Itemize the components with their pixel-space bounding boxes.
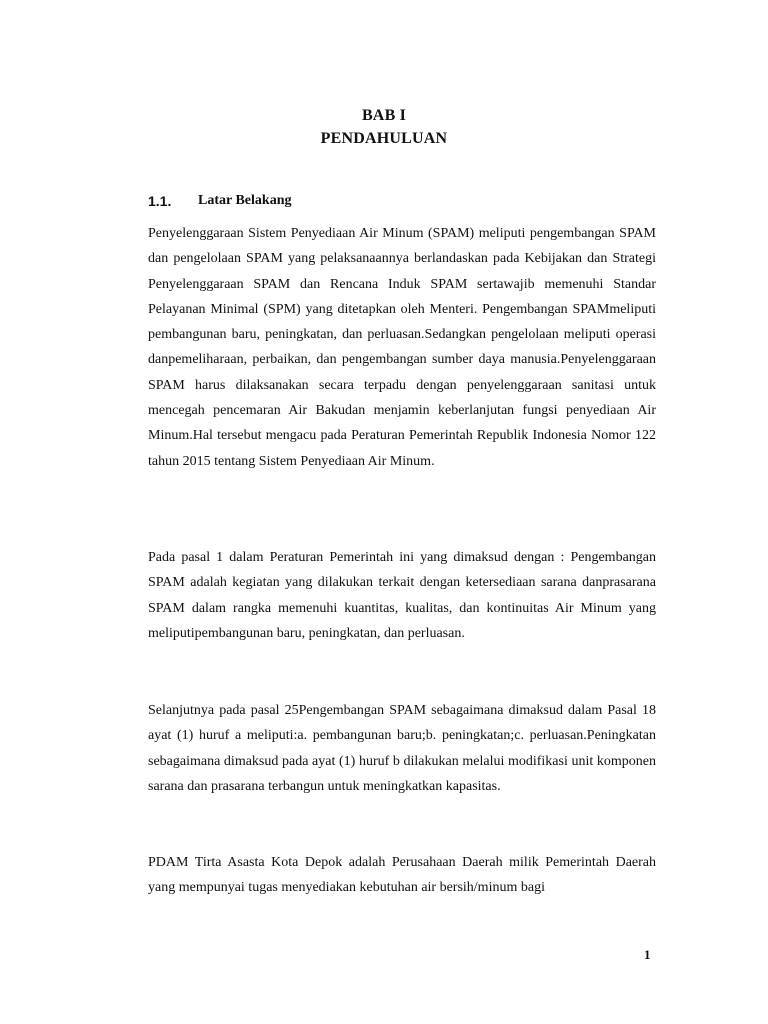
paragraph-4: PDAM Tirta Asasta Kota Depok adalah Perusahaan Daerah milik Pemerintah Daerah yang mempunyai tugas menyediakan kebutuhan air bersih/minum bagi (148, 855, 656, 896)
paragraph-1: Penyelenggaraan Sistem Penyediaan Air Minum (SPAM) meliputi pengembangan SPAM dan pengelolaan SPAM yang pelaksanaannya berlandaskan pada Kebijakan dan Strategi Penyelenggaraan SPAM dan Rencana Induk SPAM sertawajib memenuhi Standar Pelayanan Minimal (SPM) yang ditetapkan oleh Menteri. Pengembangan SPAMmeliputi pembangunan baru, peningkatan, dan perluasan.Sedangkan pengelolaan meliputi operasi danpemeliharaan, perbaikan, dan pengembangan sumber daya manusia.Penyelenggaraan SPAM harus dilaksanakan secara terpadu dengan penyelenggaraan sanitasi untuk mencegah pencemaran Air Bakudan menjamin keberlanjutan fungsi penyediaan Air Minum.Hal tersebut mengacu pada Peraturan Pemerintah Republik Indonesia Nomor 122 tahun 2015 tentang Sistem Penyediaan Air Minum. (148, 226, 656, 469)
page-number: 1 (644, 947, 651, 962)
section-heading (148, 191, 291, 211)
chapter-title: PENDAHULUAN (320, 130, 448, 147)
paragraph-2: Pada pasal 1 dalam Peraturan Pemerintah ini yang dimaksud dengan : Pengembangan SPAM adalah kegiatan yang dilakukan terkait dengan ketersediaan sarana danprasarana SPAM dalam rangka memenuhi kuantitas, kualitas, dan kontinuitas Air Minum yang meliputipembangunan baru, peningkatan, dan perluasan. (148, 550, 656, 641)
chapter-number: BAB I (361, 107, 407, 124)
section-number: 1.1. (148, 193, 172, 209)
paragraph-3: Selanjutnya pada pasal 25Pengembangan SPAM sebagaimana dimaksud dalam Pasal 18 ayat (1) huruf a meliputi:a. pembangunan baru;b. peningkatan;c. perluasan.Peningkatan sebagaimana dimaksud pada ayat (1) huruf b dilakukan melalui modifikasi unit komponen sarana dan prasarana terbangun untuk meningkatkan kapasitas. (148, 703, 656, 794)
section-title: Latar Belakang (198, 193, 292, 208)
